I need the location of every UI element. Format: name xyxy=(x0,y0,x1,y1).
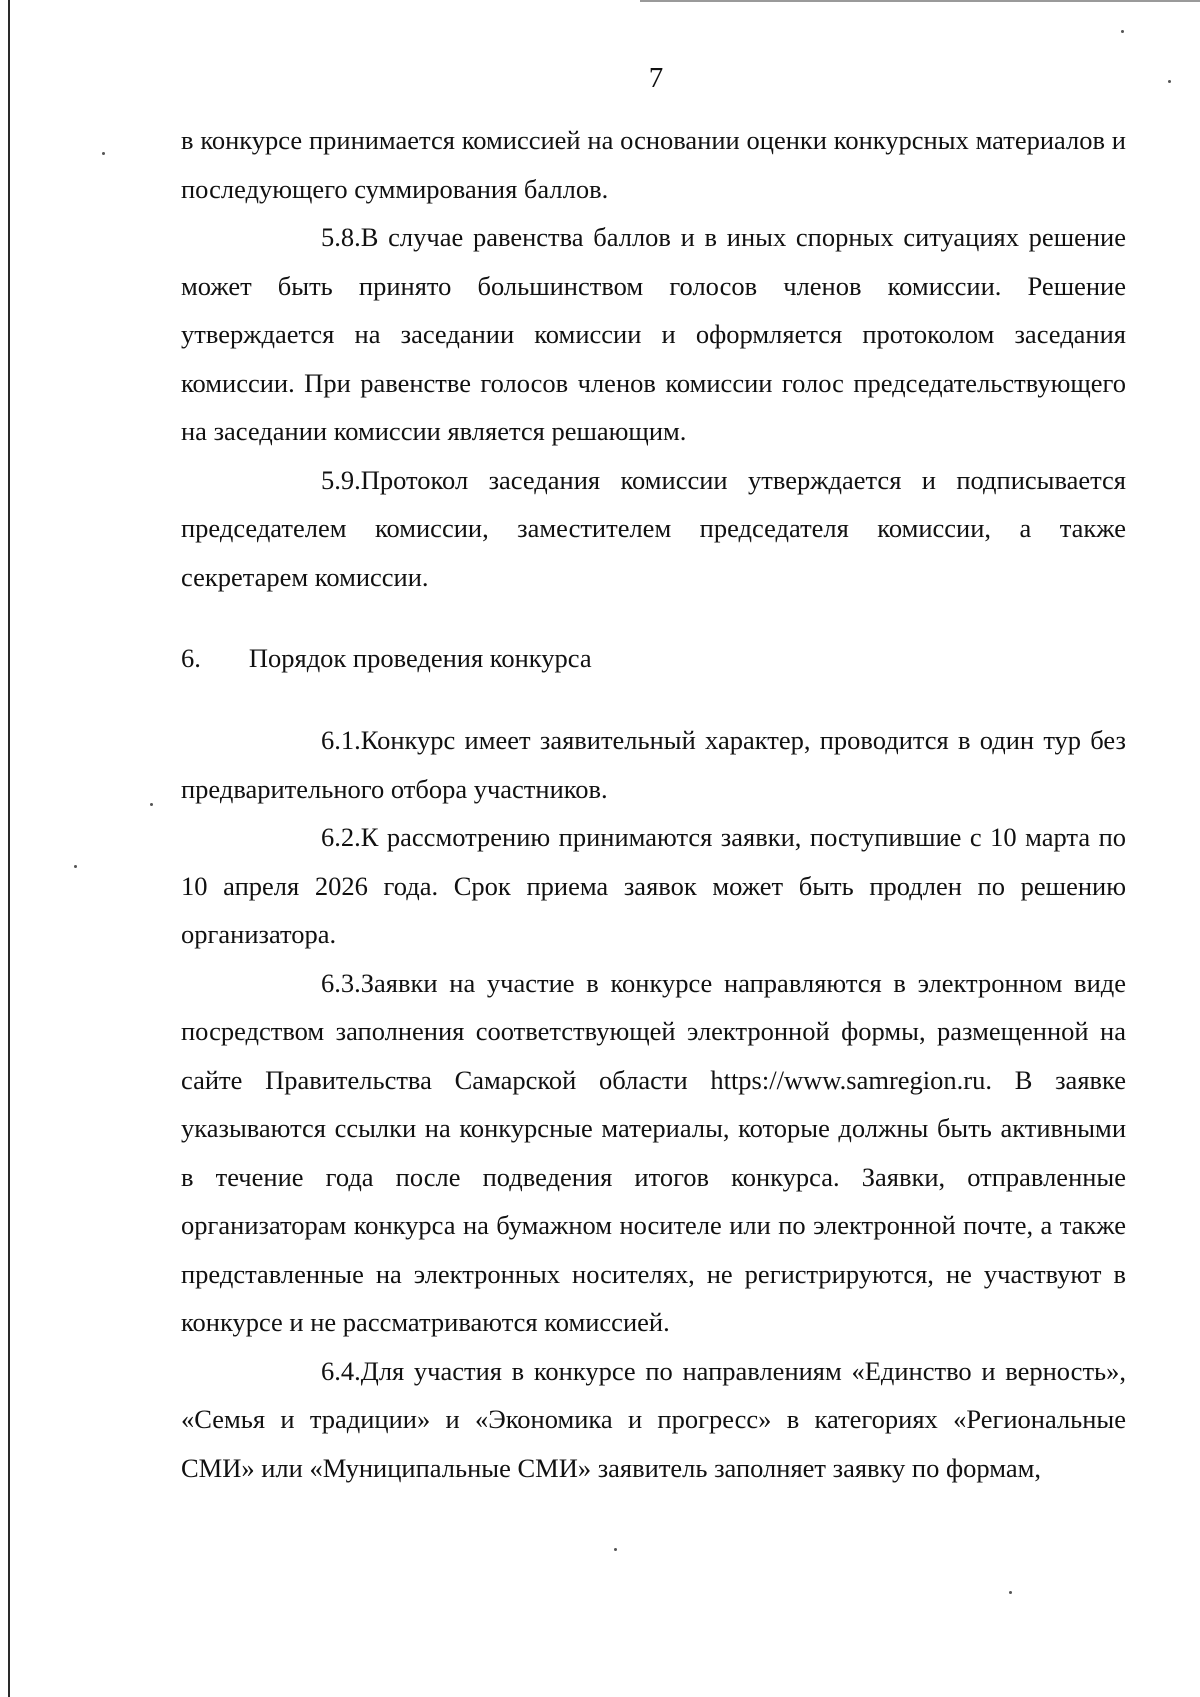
scan-speck xyxy=(1009,1591,1012,1594)
clause-number: 6.3. xyxy=(321,967,361,998)
paragraph-5-8 xyxy=(181,213,1126,456)
clause-number: 6.4. xyxy=(321,1355,361,1386)
paragraph-6-3 xyxy=(181,959,1126,1347)
clause-text: Заявки на участие в конкурсе направляются в электронном виде посредством заполнения соответствующей электронной формы, размещенной на сайте Правительства Самарской области https://www.samregion.ru. В заявке указываются ссылки на конкурсные материалы, которые должны быть активными в течение года после подведения итогов конкурса. Заявки, отправленные организаторам конкурса на бумажном носителе или по электронной почте, а также представленные на электронных носителях, не регистрируются, не участвуют в конкурсе и не рассматриваются комиссией. xyxy=(181,967,1126,1337)
scan-speck xyxy=(150,803,153,806)
clause-number: 5.8. xyxy=(321,222,361,252)
scan-left-edge xyxy=(8,0,10,1697)
paragraph-6-4 xyxy=(181,1347,1126,1493)
scan-top-edge xyxy=(640,0,1200,2)
clause-number: 6.1. xyxy=(321,725,361,755)
section-number: 6. xyxy=(181,643,201,673)
scan-speck xyxy=(74,865,77,868)
clause-text: В случае равенства баллов и в иных спорных ситуациях решение может быть принято большинством голосов членов комиссии. Решение утверждается на заседании комиссии и оформляется протоколом заседания комиссии. При равенстве голосов членов комиссии голос председательствующего на заседании комиссии является решающим. xyxy=(181,222,1126,446)
paragraph-5-9 xyxy=(181,456,1126,602)
section-heading xyxy=(181,634,1126,683)
section-title: Порядок проведения конкурса xyxy=(248,643,592,673)
section-heading-block xyxy=(181,634,1126,683)
text-block-2 xyxy=(181,716,1126,1492)
scan-speck xyxy=(614,1548,617,1551)
paragraph-6-1 xyxy=(181,716,1126,813)
clause-text: Конкурс имеет заявительный характер, проводится в один тур без предварительного отбора участников. xyxy=(181,725,1126,804)
clause-number: 5.9. xyxy=(321,464,361,495)
clause-number: 6.2. xyxy=(321,822,361,852)
clause-text: Для участия в конкурсе по направлениям «Единство и верность», «Семья и традиции» и «Экономика и прогресс» в категориях «Региональные СМИ» или «Муниципальные СМИ» заявитель заполняет заявку по формам, xyxy=(181,1355,1126,1483)
paragraph-6-2 xyxy=(181,813,1126,959)
clause-text: Протокол заседания комиссии утверждается и подписывается председателем комиссии, заместителем председателя комиссии, а также секретарем комиссии. xyxy=(181,464,1126,592)
paragraph-continuation: в конкурсе принимается комиссией на основании оценки конкурсных материалов и последующего суммирования баллов. xyxy=(181,125,1126,204)
scan-speck xyxy=(102,152,105,155)
page-number: 7 xyxy=(648,62,664,94)
scan-speck xyxy=(1168,80,1171,83)
clause-text: К рассмотрению принимаются заявки, поступившие с 10 марта по 10 апреля 2026 года. Срок приема заявок может быть продлен по решению организатора. xyxy=(181,822,1126,949)
text-block-1 xyxy=(181,116,1126,601)
scan-speck xyxy=(1121,30,1124,33)
